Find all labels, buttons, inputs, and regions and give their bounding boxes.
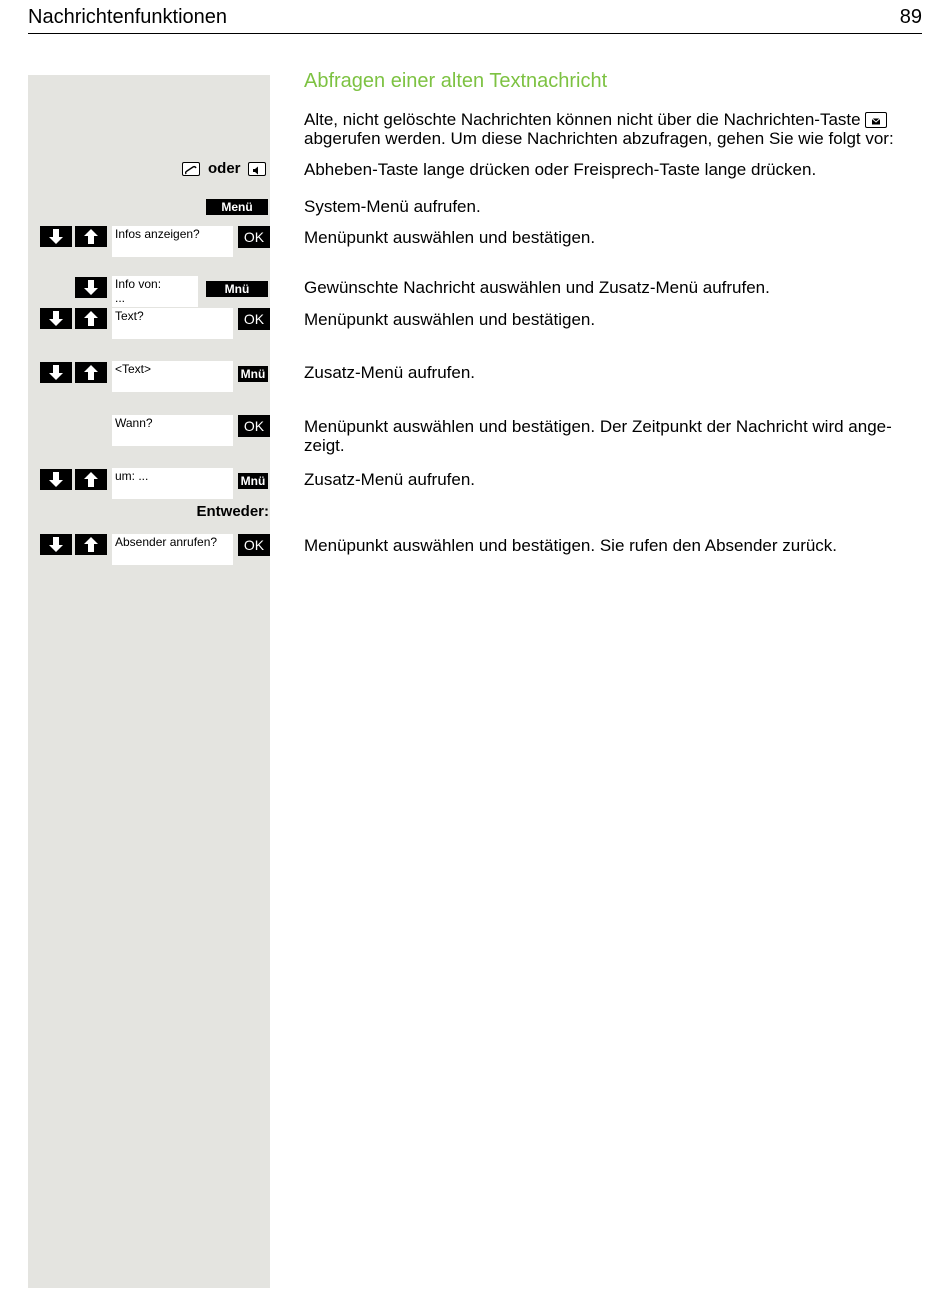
step-7-text-line-1: Menüpunkt auswählen und bestätigen. Der Zeitpunkt der Nachricht wird ange- <box>304 417 892 436</box>
step-4-text: Gewünschte Nachricht auswählen und Zusatz-Menü aufrufen. <box>304 278 770 297</box>
ok-key[interactable]: OK <box>238 308 270 330</box>
step-2-text: System-Menü aufrufen. <box>304 197 481 216</box>
display-text: Text? <box>112 308 233 339</box>
arrow-down-icon[interactable] <box>40 308 72 329</box>
display-um: um: ... <box>112 468 233 499</box>
display-infos-anzeigen: Infos anzeigen? <box>112 226 233 257</box>
display-info-von-line-1: Info von: <box>115 277 162 291</box>
step-8-text: Zusatz-Menü aufrufen. <box>304 470 476 489</box>
display-wann: Wann? <box>112 415 233 446</box>
section-title: Abfragen einer alten Textnachricht <box>304 70 608 92</box>
arrow-down-icon[interactable] <box>40 534 72 555</box>
step-1-text: Abheben-Taste lange drücken oder Freisprech-Taste lange drücken. <box>304 160 817 179</box>
page-number: 89 <box>899 6 922 28</box>
menu-softkey[interactable]: Menü <box>206 199 268 215</box>
step-3-text: Menüpunkt auswählen und bestätigen. <box>304 228 596 247</box>
ok-key[interactable]: OK <box>238 226 270 248</box>
speaker-key-icon[interactable] <box>248 162 266 176</box>
arrow-up-icon[interactable] <box>75 308 107 329</box>
mnu-softkey[interactable]: Mnü <box>206 281 268 297</box>
ok-key[interactable]: OK <box>238 415 270 437</box>
arrow-up-icon[interactable] <box>75 226 107 247</box>
arrow-up-icon[interactable] <box>75 534 107 555</box>
step-6-text: Zusatz-Menü aufrufen. <box>304 363 476 382</box>
arrow-down-icon[interactable] <box>75 277 107 298</box>
arrow-down-icon[interactable] <box>40 469 72 490</box>
handset-key-icon[interactable] <box>182 162 200 176</box>
message-key-icon <box>865 112 887 128</box>
mnu-softkey[interactable]: Mnü <box>238 366 268 382</box>
arrow-up-icon[interactable] <box>75 362 107 383</box>
oder-label: oder <box>208 160 241 177</box>
ok-key[interactable]: OK <box>238 534 270 556</box>
step-9-text: Menüpunkt auswählen und bestätigen. Sie rufen den Absender zurück. <box>304 536 838 555</box>
intro-line-1: Alte, nicht gelöschte Nachrichten können nicht über die Nachrichten-Taste <box>304 110 887 129</box>
display-info-von-line-2: ... <box>115 291 126 305</box>
intro-line-2: abgerufen werden. Um diese Nachrichten abzufragen, gehen Sie wie folgt vor: <box>304 129 894 148</box>
arrow-up-icon[interactable] <box>75 469 107 490</box>
header-rule <box>28 33 922 34</box>
entweder-label: Entweder: <box>196 503 269 520</box>
display-absender-anrufen: Absender anrufen? <box>112 534 233 565</box>
display-info-von <box>112 276 198 307</box>
header-title: Nachrichtenfunktionen <box>28 6 228 28</box>
step-7-text-line-2: zeigt. <box>304 436 345 455</box>
arrow-down-icon[interactable] <box>40 226 72 247</box>
step-5-text: Menüpunkt auswählen und bestätigen. <box>304 310 596 329</box>
display-text-tag: <Text> <box>112 361 233 392</box>
mnu-softkey[interactable]: Mnü <box>238 473 268 489</box>
arrow-down-icon[interactable] <box>40 362 72 383</box>
